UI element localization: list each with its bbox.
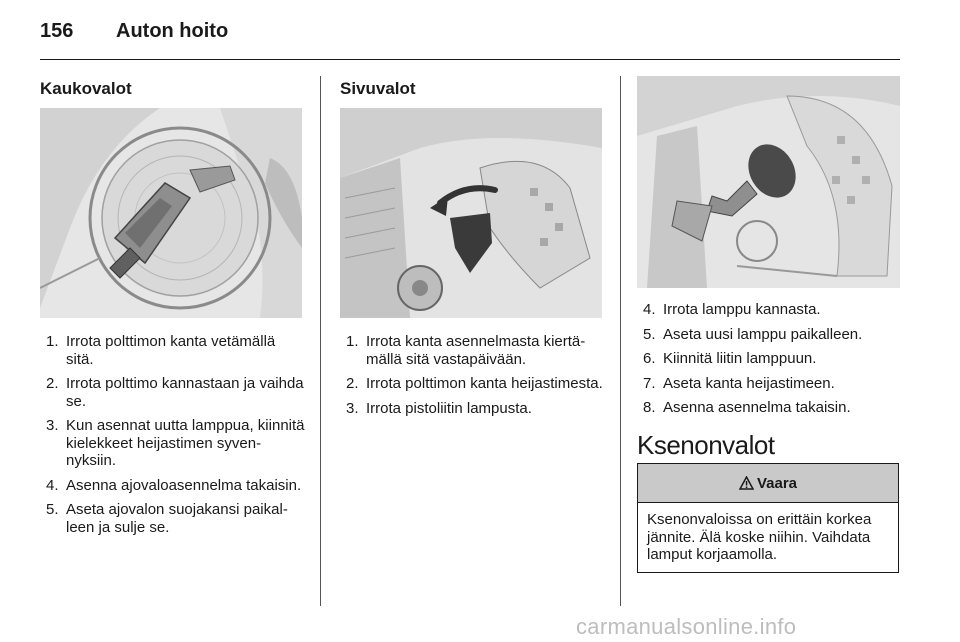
warning-triangle-icon xyxy=(739,476,754,490)
page-number: 156 xyxy=(40,20,74,42)
figure-high-beam xyxy=(40,108,302,318)
section-heading-kaukovalot: Kaukovalot xyxy=(40,79,132,98)
steps-list-continued xyxy=(637,301,902,424)
warning-text: Ksenonvaloissa on erittäin korkea jännite. Älä koske niihin. Vaihdata lamput korjaamolla. xyxy=(647,511,872,563)
list-item: 7. Aseta kanta heijastimeen. xyxy=(643,374,835,392)
list-item: 1. Irrota polttimon kanta vetämällä sitä. xyxy=(46,333,276,368)
warning-header xyxy=(638,464,898,503)
list-item: 2. Irrota polttimon kanta heijastimesta. xyxy=(346,375,603,392)
figure-bulb-replacement xyxy=(637,76,900,288)
steps-list-sivuvalot xyxy=(340,333,605,424)
list-item: 3. Irrota pistoliitin lampusta. xyxy=(346,399,532,417)
list-item: 3. Kun asennat uutta lamppua, kiinnitä kielekkeet heijastimen syvennyksiin. xyxy=(46,417,305,469)
list-item: 5. Aseta uusi lamppu paikalleen. xyxy=(643,325,863,343)
list-item: 8. Asenna asennelma takaisin. xyxy=(643,399,851,416)
page-title: Auton hoito xyxy=(116,20,229,42)
warning-title: Vaara xyxy=(756,474,798,492)
list-item: 4. Irrota lamppu kannasta. xyxy=(643,301,821,318)
list-item: 2. Irrota polttimo kannastaan ja vaihda se. xyxy=(46,375,304,410)
section-heading-ksenonvalot: Ksenonvalot xyxy=(637,430,775,460)
list-item: 1. Irrota kanta asennelmasta kiertämällä sitä vastapäivään. xyxy=(346,333,586,368)
warning-box xyxy=(637,463,899,573)
header-divider xyxy=(40,59,900,60)
column-divider-left xyxy=(320,76,321,606)
figure-side-light xyxy=(340,108,602,318)
column-divider-right xyxy=(620,76,621,606)
steps-list-kaukovalot xyxy=(40,333,305,543)
list-item: 5. Aseta ajovalon suojakansi paikalleen ja sulje se. xyxy=(46,501,288,536)
list-item: 4. Asenna ajovaloasennelma takaisin. xyxy=(46,476,302,494)
section-heading-sivuvalot: Sivuvalot xyxy=(340,79,416,98)
watermark: carmanualsonline.info xyxy=(576,614,797,639)
list-item: 6. Kiinnitä liitin lamppuun. xyxy=(643,350,817,367)
